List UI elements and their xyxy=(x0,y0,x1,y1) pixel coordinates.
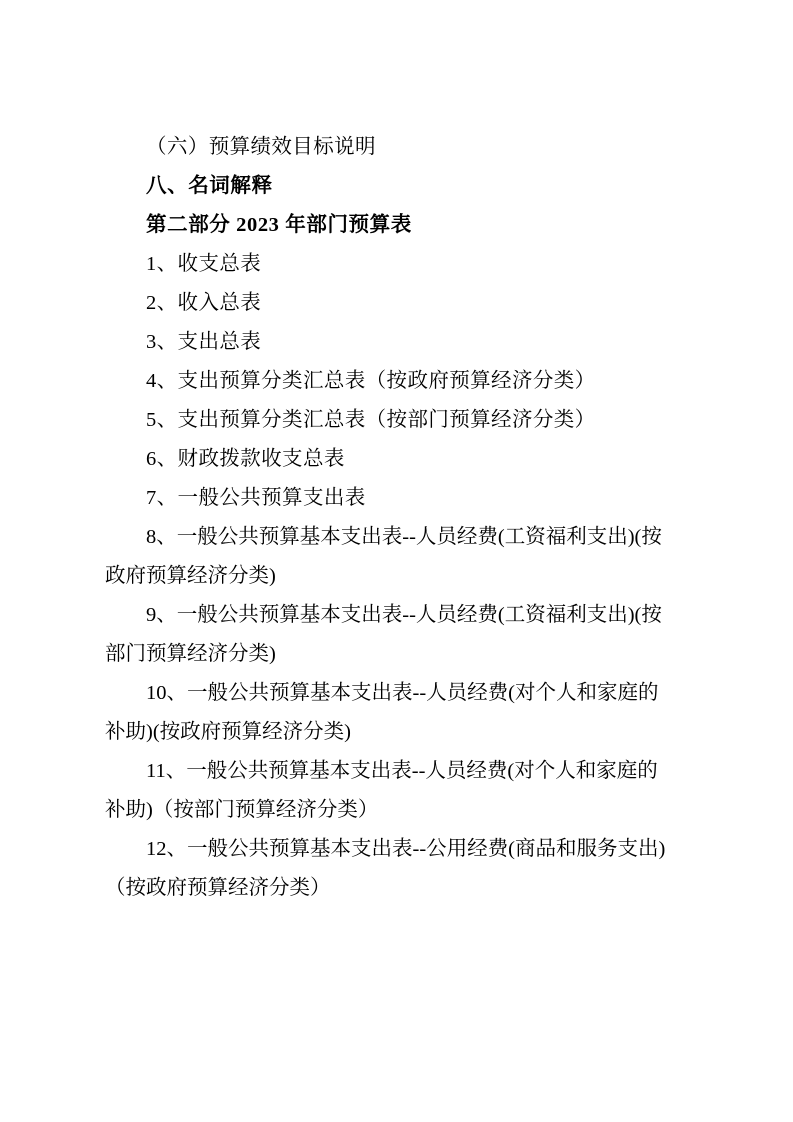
table-item-9: 9、一般公共预算基本支出表--人员经费(工资福利支出)(按 xyxy=(146,604,662,626)
heading-part-2: 第二部分 2023 年部门预算表 xyxy=(146,214,412,236)
table-item-1: 1、收支总表 xyxy=(146,253,262,275)
table-item-11: 11、一般公共预算基本支出表--人员经费(对个人和家庭的 xyxy=(146,760,658,782)
document-body xyxy=(105,128,688,908)
table-item-10-continuation: 补助)(按政府预算经济分类) xyxy=(105,721,351,743)
table-item-12: 12、一般公共预算基本支出表--公用经费(商品和服务支出) xyxy=(146,838,666,860)
table-item-11-continuation: 补助)（按部门预算经济分类） xyxy=(105,799,379,821)
table-item-12-continuation: （按政府预算经济分类） xyxy=(105,877,331,899)
table-item-7: 7、一般公共预算支出表 xyxy=(146,487,366,509)
heading-8: 八、名词解释 xyxy=(146,175,273,197)
toc-item-6: （六）预算绩效目标说明 xyxy=(146,136,376,158)
table-item-4: 4、支出预算分类汇总表（按政府预算经济分类） xyxy=(146,370,596,392)
table-item-5: 5、支出预算分类汇总表（按部门预算经济分类） xyxy=(146,409,596,431)
table-item-9-continuation: 部门预算经济分类) xyxy=(105,643,276,665)
table-item-8: 8、一般公共预算基本支出表--人员经费(工资福利支出)(按 xyxy=(146,526,662,548)
table-item-8-continuation: 政府预算经济分类) xyxy=(105,565,276,587)
table-item-2: 2、收入总表 xyxy=(146,292,262,314)
table-item-10: 10、一般公共预算基本支出表--人员经费(对个人和家庭的 xyxy=(146,682,659,704)
table-item-3: 3、支出总表 xyxy=(146,331,262,353)
table-item-6: 6、财政拨款收支总表 xyxy=(146,448,345,470)
